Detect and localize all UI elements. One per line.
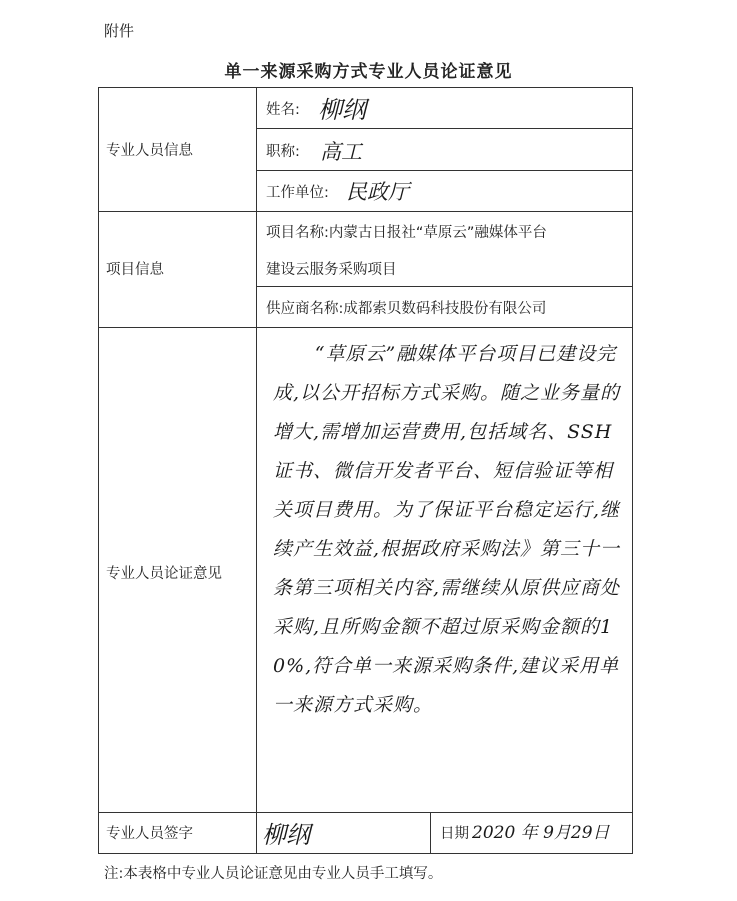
row-divider [256,128,633,129]
project-name-line2: 建设云服务采购项目 [266,262,397,278]
row-divider [256,170,633,171]
name-label: 姓名: [266,102,300,118]
signature-value: 柳纲 [262,821,310,849]
footnote: 注:本表格中专业人员论证意见由专业人员手工填写。 [104,866,443,882]
title-label: 职称: [266,144,300,160]
project-info-label: 项目信息 [106,262,164,278]
title-value: 高工 [320,140,362,164]
date-divider [430,812,431,854]
row-divider [98,327,633,328]
column-divider [256,87,257,854]
annex-label: 附件 [104,22,135,40]
date-label: 日期 [440,826,469,842]
row-divider [256,286,633,287]
opinion-label: 专业人员论证意见 [106,566,222,582]
date-value: 2020 年 9月29日 [472,823,610,843]
project-name-line1: 项目名称:内蒙古日报社“草原云”融媒体平台 [266,225,547,241]
signature-label: 专业人员签字 [106,826,193,842]
unit-value: 民政厅 [346,180,409,204]
expert-info-label: 专业人员信息 [106,143,193,159]
name-value: 柳纲 [318,96,366,124]
row-divider [98,211,633,212]
handwritten-opinion: “草原云”融媒体平台项目已建设完成,以公开招标方式采购。随之业务量的增大,需增加运营费用,包括域名、SSH证书、微信开发者平台、短信验证等相关项目费用。为了保证平台稳定运行,继续产生效益,根据政府采购法》第三十一条第三项相关内容,需继续从原供应商处采购,且所购金额不超过原采购金额的10%,符合单一来源采购条件,建议采用单一来源方式采购。 [273,343,621,716]
unit-label: 工作单位: [266,185,329,201]
document-title: 单一来源采购方式专业人员论证意见 [224,62,513,82]
row-divider [98,812,633,813]
supplier-name: 供应商名称:成都索贝数码科技股份有限公司 [266,301,547,317]
